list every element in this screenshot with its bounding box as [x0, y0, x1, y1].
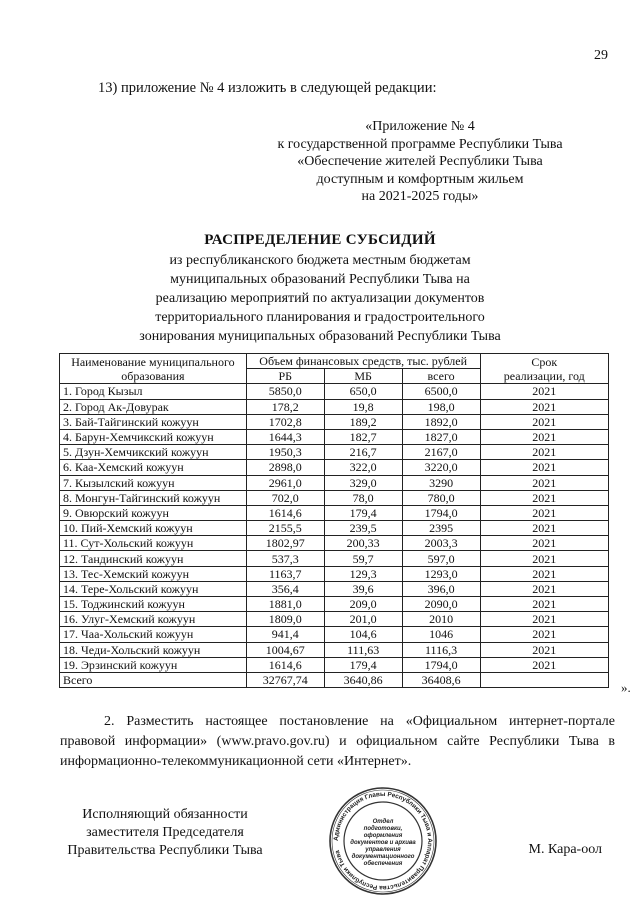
mb-cell: 239,5	[324, 521, 402, 536]
mb-cell: 59,7	[324, 551, 402, 566]
table-row	[60, 657, 609, 672]
rb-cell: 1950,3	[246, 445, 324, 460]
total-cell: 6500,0	[402, 384, 480, 399]
year-cell: 2021	[480, 657, 608, 672]
municipality-cell: 1. Город Кызыл	[60, 384, 247, 399]
table-row	[60, 475, 609, 490]
mb-cell: 322,0	[324, 460, 402, 475]
header-municipality-line1: Наименование муниципального	[71, 354, 235, 369]
mb-cell: 104,6	[324, 627, 402, 642]
rb-cell: 537,3	[246, 551, 324, 566]
rb-cell: 1802,97	[246, 536, 324, 551]
total-cell: 1827,0	[402, 429, 480, 444]
signer-title	[60, 806, 270, 860]
year-cell: 2021	[480, 429, 608, 444]
table-row	[60, 505, 609, 520]
year-cell: 2021	[480, 490, 608, 505]
table-body	[60, 384, 609, 688]
rb-cell: 356,4	[246, 581, 324, 596]
seal-center-line: документационного	[351, 854, 415, 860]
municipality-cell: 15. Тоджинский кожуун	[60, 597, 247, 612]
total-cell: 2010	[402, 612, 480, 627]
signer-line: заместителя Председателя	[86, 825, 244, 840]
paragraph-2	[60, 712, 615, 772]
year-cell	[480, 672, 608, 687]
year-cell: 2021	[480, 536, 608, 551]
annex-line: доступным и комфортным жильем	[316, 171, 524, 187]
total-cell: 1116,3	[402, 642, 480, 657]
year-cell: 2021	[480, 384, 608, 399]
rb-cell: 1881,0	[246, 597, 324, 612]
table-row	[60, 627, 609, 642]
header-term-line2: реализации, год	[503, 368, 585, 383]
mb-cell: 650,0	[324, 384, 402, 399]
municipality-cell: 3. Бай-Тайгинский кожуун	[60, 414, 247, 429]
header-municipality-line2: образования	[121, 368, 185, 383]
total-cell: 396,0	[402, 581, 480, 596]
year-cell: 2021	[480, 642, 608, 657]
year-cell: 2021	[480, 475, 608, 490]
municipality-cell: Всего	[60, 672, 247, 687]
year-cell: 2021	[480, 612, 608, 627]
municipality-cell: 7. Кызылский кожуун	[60, 475, 247, 490]
subsidy-table	[59, 353, 609, 688]
municipality-cell: 17. Чаа-Хольский кожуун	[60, 627, 247, 642]
annex-line: на 2021-2025 годы»	[361, 189, 479, 204]
mb-cell: 329,0	[324, 475, 402, 490]
year-cell: 2021	[480, 399, 608, 414]
total-cell: 36408,6	[402, 672, 480, 687]
header-municipality	[60, 354, 247, 384]
year-cell: 2021	[480, 566, 608, 581]
rb-cell: 2898,0	[246, 460, 324, 475]
table-row	[60, 490, 609, 505]
seal-center-line: подготовки,	[363, 826, 403, 832]
header-term-line1: Срок	[531, 354, 558, 369]
table-row	[60, 460, 609, 475]
mb-cell: 78,0	[324, 490, 402, 505]
rb-cell: 178,2	[246, 399, 324, 414]
subtitle-line: зонирования муниципальных образований Республики Тыва	[139, 329, 501, 344]
year-cell: 2021	[480, 505, 608, 520]
total-cell: 780,0	[402, 490, 480, 505]
table-row	[60, 581, 609, 596]
total-cell: 1046	[402, 627, 480, 642]
table-row	[60, 551, 609, 566]
closing-quote: ».	[621, 680, 631, 695]
mb-cell: 201,0	[324, 612, 402, 627]
total-cell: 1794,0	[402, 505, 480, 520]
header-total: всего	[402, 369, 480, 384]
year-cell: 2021	[480, 551, 608, 566]
year-cell: 2021	[480, 445, 608, 460]
seal-center-line: управления	[365, 847, 401, 853]
rb-cell: 5850,0	[246, 384, 324, 399]
mb-cell: 39,6	[324, 581, 402, 596]
table-row	[60, 445, 609, 460]
rb-cell: 941,4	[246, 627, 324, 642]
table-row	[60, 384, 609, 399]
mb-cell: 209,0	[324, 597, 402, 612]
paragraph-2-text: 2. Разместить настоящее постановление на «Официальном интернет-портале правовой информации» (www.pravo.gov.ru) и официальном сайте Республики Тыва в информационно-телекоммуникационной сети «Интернет».	[60, 714, 615, 769]
mb-cell: 129,3	[324, 566, 402, 581]
total-cell: 2395	[402, 521, 480, 536]
year-cell: 2021	[480, 597, 608, 612]
year-cell: 2021	[480, 521, 608, 536]
municipality-cell: 4. Барун-Хемчикский кожуун	[60, 429, 247, 444]
municipality-cell: 11. Сут-Хольский кожуун	[60, 536, 247, 551]
municipality-cell: 14. Тере-Хольский кожуун	[60, 581, 247, 596]
municipality-cell: 8. Монгун-Тайгинский кожуун	[60, 490, 247, 505]
mb-cell: 179,4	[324, 505, 402, 520]
annex-line: «Обеспечение жителей Республики Тыва	[297, 154, 543, 169]
mb-cell: 200,33	[324, 536, 402, 551]
table-row	[60, 566, 609, 581]
total-cell: 597,0	[402, 551, 480, 566]
seal-center-line: обеспечения	[363, 861, 403, 867]
annex-header	[270, 118, 570, 206]
rb-cell: 1644,3	[246, 429, 324, 444]
mb-cell: 182,7	[324, 429, 402, 444]
signer-line: Правительства Республики Тыва	[67, 843, 263, 858]
signer-name: М. Кара-оол	[528, 842, 602, 857]
total-cell: 2167,0	[402, 445, 480, 460]
municipality-cell: 5. Дзун-Хемчикский кожуун	[60, 445, 247, 460]
table-row	[60, 429, 609, 444]
table-row	[60, 597, 609, 612]
rb-cell: 702,0	[246, 490, 324, 505]
total-cell: 198,0	[402, 399, 480, 414]
mb-cell: 19,8	[324, 399, 402, 414]
table-row	[60, 521, 609, 536]
rb-cell: 1614,6	[246, 657, 324, 672]
signer-line: Исполняющий обязанности	[82, 807, 248, 822]
total-cell: 1293,0	[402, 566, 480, 581]
year-cell: 2021	[480, 627, 608, 642]
subtitle-line: из республиканского бюджета местным бюджетам	[169, 253, 471, 268]
total-cell: 1794,0	[402, 657, 480, 672]
page-number: 29	[594, 48, 608, 63]
table-row	[60, 536, 609, 551]
document-subtitle	[60, 251, 580, 346]
table-row	[60, 642, 609, 657]
header-rb: РБ	[246, 369, 324, 384]
rb-cell: 1702,8	[246, 414, 324, 429]
total-cell: 3220,0	[402, 460, 480, 475]
header-term	[480, 354, 608, 384]
rb-cell: 1004,67	[246, 642, 324, 657]
year-cell: 2021	[480, 414, 608, 429]
municipality-cell: 10. Пий-Хемский кожуун	[60, 521, 247, 536]
table-row	[60, 612, 609, 627]
rb-cell: 2961,0	[246, 475, 324, 490]
rb-cell: 1614,6	[246, 505, 324, 520]
seal-center-line: документов и архива	[350, 840, 416, 846]
mb-cell: 179,4	[324, 657, 402, 672]
annex-line: к государственной программе Республики Тыва	[277, 136, 563, 152]
year-cell: 2021	[480, 581, 608, 596]
header-mb: МБ	[324, 369, 402, 384]
year-cell: 2021	[480, 460, 608, 475]
municipality-cell: 6. Каа-Хемский кожуун	[60, 460, 247, 475]
municipality-cell: 16. Улуг-Хемский кожуун	[60, 612, 247, 627]
total-cell: 2090,0	[402, 597, 480, 612]
municipality-cell: 19. Эрзинский кожуун	[60, 657, 247, 672]
subtitle-line: муниципальных образований Республики Тыва на	[170, 272, 470, 287]
table-total-row	[60, 672, 609, 687]
table-row	[60, 399, 609, 414]
mb-cell: 111,63	[324, 642, 402, 657]
amendment-intro: 13) приложение № 4 изложить в следующей редакции:	[98, 80, 437, 96]
seal-center-line: Отдел	[372, 819, 394, 825]
mb-cell: 189,2	[324, 414, 402, 429]
total-cell: 2003,3	[402, 536, 480, 551]
municipality-cell: 2. Город Ак-Довурак	[60, 399, 247, 414]
municipality-cell: 18. Чеди-Хольский кожуун	[60, 642, 247, 657]
document-title-block	[60, 232, 580, 346]
municipality-cell: 12. Тандинский кожуун	[60, 551, 247, 566]
official-seal	[328, 786, 438, 896]
table-row	[60, 414, 609, 429]
seal-ring-text: Администрация Главы Республики Тыва и Аппарат Правительства Республики Тыва	[332, 790, 434, 892]
mb-cell: 3640,86	[324, 672, 402, 687]
rb-cell: 2155,5	[246, 521, 324, 536]
rb-cell: 32767,74	[246, 672, 324, 687]
header-funds: Объем финансовых средств, тыс. рублей	[246, 354, 480, 369]
total-cell: 1892,0	[402, 414, 480, 429]
total-cell: 3290	[402, 475, 480, 490]
municipality-cell: 9. Овюрский кожуун	[60, 505, 247, 520]
subtitle-line: территориального планирования и градостроительного	[155, 310, 485, 325]
rb-cell: 1809,0	[246, 612, 324, 627]
document-title: РАСПРЕДЕЛЕНИЕ СУБСИДИЙ	[204, 232, 436, 248]
annex-line: «Приложение № 4	[365, 119, 475, 134]
seal-center-line: оформления	[363, 833, 403, 839]
subtitle-line: реализацию мероприятий по актуализации документов	[155, 291, 485, 306]
municipality-cell: 13. Тес-Хемский кожуун	[60, 566, 247, 581]
mb-cell: 216,7	[324, 445, 402, 460]
rb-cell: 1163,7	[246, 566, 324, 581]
